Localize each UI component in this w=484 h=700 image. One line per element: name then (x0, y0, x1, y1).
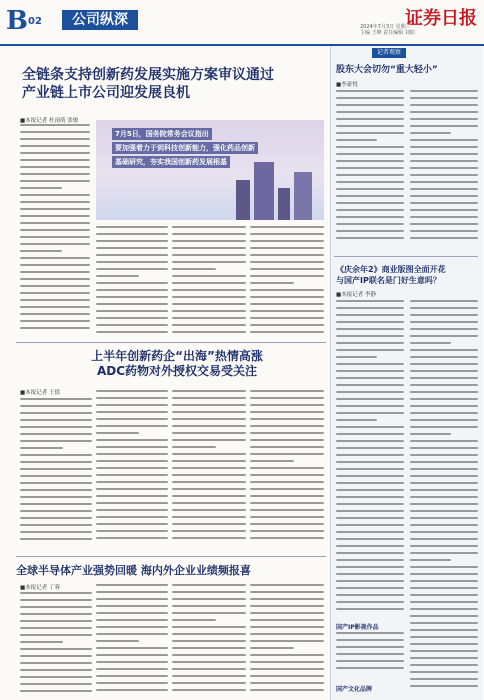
article2-body-col3 (172, 390, 246, 548)
section-tag: 公司纵深 (62, 10, 138, 30)
article3-body-col4 (250, 584, 324, 698)
article3-title: 全球半导体产业强势回暖 海内外企业业绩频报喜 (16, 564, 251, 577)
article2-title-line2: ADC药物对外授权交易受关注 (96, 364, 258, 378)
sidebar-story2-byline: ■本报记者 李静 (336, 292, 376, 298)
article2-body-col4 (250, 390, 324, 548)
photo-caption-line: 基础研究，夯实我国创新药发展根基 (112, 156, 230, 168)
section-divider (16, 556, 326, 557)
article3-body-col2 (96, 584, 168, 698)
sidebar-story1-col2 (410, 90, 478, 250)
editor-line: 主编 王峰 责任编辑 刘阳 (360, 30, 415, 36)
page-letter: B (6, 6, 28, 36)
sidebar-story3-label: 国产IP影视作品 (336, 624, 379, 631)
sidebar-story2-col1 (336, 300, 404, 620)
sidebar-story2-title (336, 264, 476, 286)
page-number: 02 (28, 16, 42, 27)
sidebar-story3-col (336, 632, 404, 682)
sidebar-tag: 记者观察 (372, 48, 406, 58)
article1-body-col3 (172, 226, 246, 338)
article2-body-col2 (96, 390, 168, 548)
article1-body-col4 (250, 226, 324, 338)
sidebar-story1-col1 (336, 90, 404, 250)
article1-title-line2: 产业链上市公司迎发展良机 (22, 85, 190, 101)
article2-title (52, 349, 302, 379)
sidebar-story2-col2 (410, 300, 478, 696)
article2-body-col1 (20, 398, 92, 548)
sidebar-story2-title-line1: 《庆余年2》商业版图全面开花 (336, 265, 446, 274)
building-shape (278, 188, 290, 220)
building-shape (254, 162, 274, 220)
article3-body-col1 (20, 592, 92, 698)
sidebar-story1-title: 股东大会切勿“重大轻小” (336, 65, 438, 75)
article2-byline: ■本报记者 王僖 (20, 390, 60, 396)
article1-body-col2 (96, 226, 168, 338)
article1-title-line1: 全链条支持创新药发展实施方案审议通过 (22, 67, 274, 83)
article3-byline: ■本报记者 丁蓉 (20, 585, 60, 591)
sidebar-story1-byline: ■李豪悦 (336, 82, 358, 88)
article3-body-col3 (172, 584, 246, 698)
article1-byline: ■本报记者 杜雨萌 张敏 (20, 118, 79, 124)
masthead (0, 0, 484, 46)
newspaper-logo: 证券日报 (405, 8, 477, 29)
section-divider (16, 342, 326, 343)
article1-photo (96, 120, 324, 220)
sidebar-divider (334, 256, 478, 257)
photo-caption-line: 7月5日，国务院常务会议指出 (112, 128, 212, 140)
article2-title-line1: 上半年创新药企“出海”热情高涨 (91, 349, 263, 363)
date-line: 2024年7月3日 星期三 (360, 24, 411, 30)
sidebar-story2-title-line2: 与国产IP联名是门好生意吗？ (336, 276, 441, 285)
sidebar-story4-label: 国产文化品牌 (336, 686, 373, 693)
article1-body-col1 (20, 124, 90, 338)
building-shape (236, 180, 250, 220)
building-shape (294, 172, 312, 220)
article1-title (22, 66, 322, 102)
photo-caption-line: 要加强着力于到科技创新能力，强化药品创新 (112, 142, 258, 154)
